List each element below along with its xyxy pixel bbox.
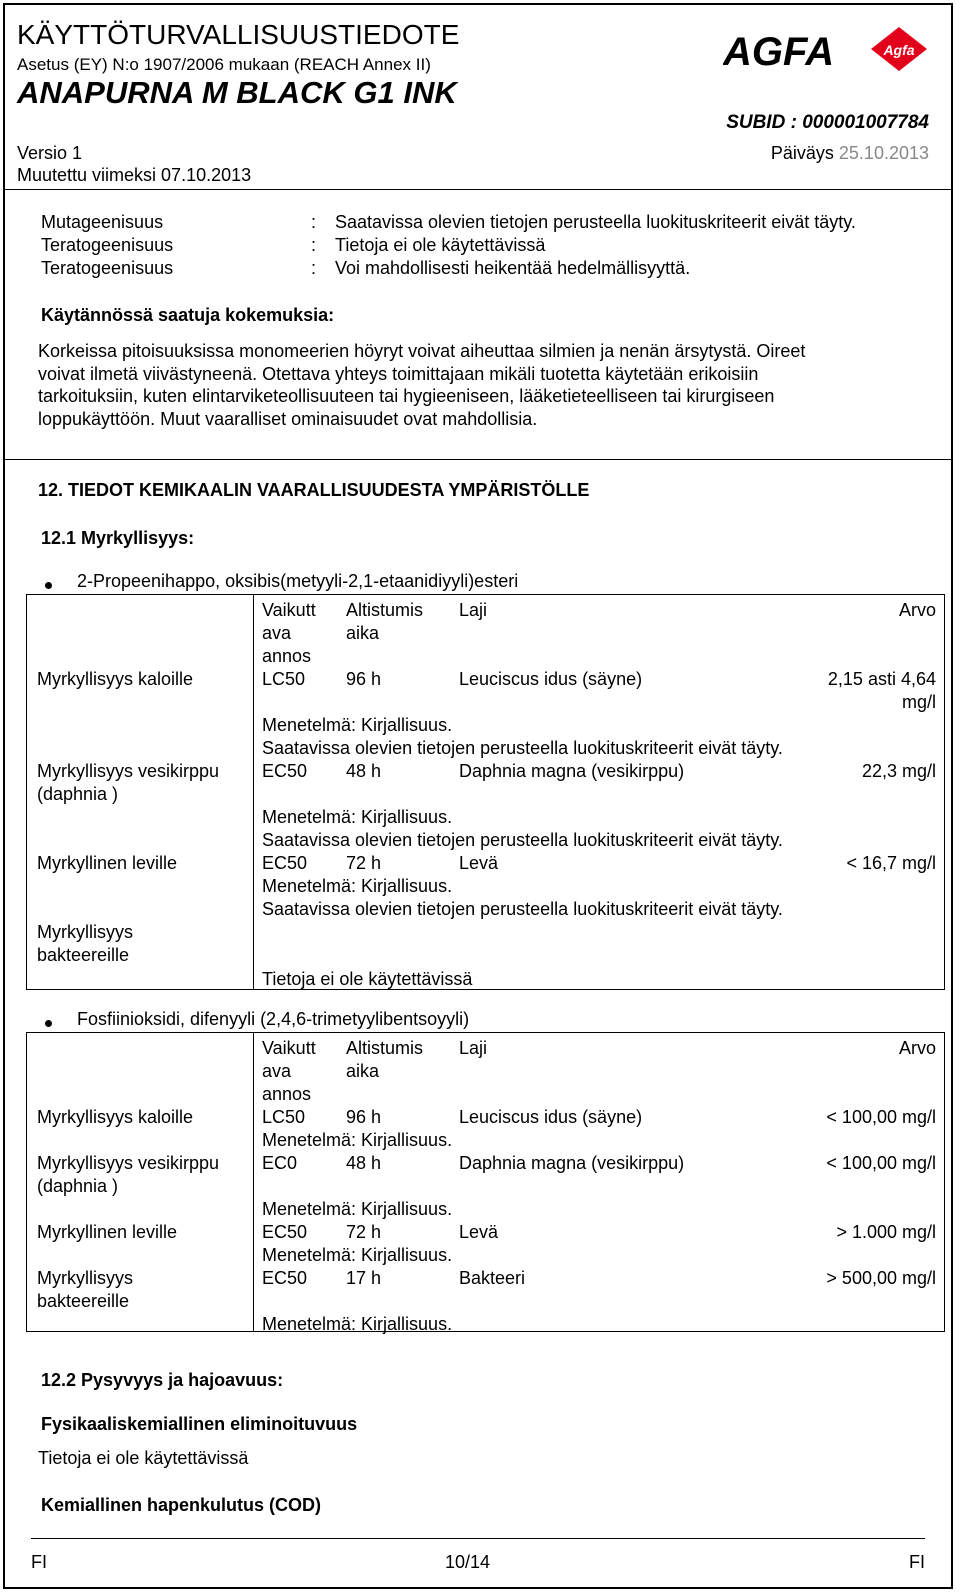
species-cell: Bakteeri bbox=[459, 1268, 526, 1288]
section-divider bbox=[5, 459, 951, 460]
substance-name: Fosfiinioksidi, difenyyli (2,4,6-trimetyylibentsoyyli) bbox=[77, 1009, 470, 1029]
modified-date: Muutettu viimeksi 07.10.2013 bbox=[17, 165, 252, 185]
header-divider bbox=[5, 189, 951, 190]
time-cell: 72 h bbox=[346, 853, 382, 873]
table-row-label: Myrkyllisyys bakteereille bbox=[37, 1268, 133, 1311]
subsection-12-1-heading: 12.1 Myrkyllisyys: bbox=[41, 528, 195, 548]
col-header-dose: Vaikutt ava annos bbox=[262, 1038, 316, 1104]
value-cell: < 100,00 mg/l bbox=[826, 1153, 936, 1173]
note-cell: Saatavissa olevien tietojen perusteella luokituskriteerit eivät täyty. bbox=[262, 738, 783, 758]
table-column-divider bbox=[253, 1033, 254, 1331]
dose-cell: EC50 bbox=[262, 1222, 308, 1242]
species-cell: Daphnia magna (vesikirppu) bbox=[459, 761, 685, 781]
subid: SUBID : 000001007784 bbox=[726, 112, 929, 133]
subsection-12-2-heading: 12.2 Pysyvyys ja hajoavuus: bbox=[41, 1370, 284, 1390]
experience-heading: Käytännössä saatuja kokemuksia: bbox=[41, 305, 335, 325]
dose-cell: EC50 bbox=[262, 853, 308, 873]
version: Versio 1 bbox=[17, 143, 83, 163]
species-cell: Daphnia magna (vesikirppu) bbox=[459, 1153, 685, 1173]
date-value: 25.10.2013 bbox=[838, 143, 929, 163]
toxicity-table bbox=[26, 1032, 945, 1332]
method-cell: Menetelmä: Kirjallisuus. bbox=[262, 715, 453, 735]
note-cell: Tietoja ei ole käytettävissä bbox=[262, 969, 473, 989]
table-row-label: Myrkyllisyys vesikirppu (daphnia ) bbox=[37, 1153, 220, 1196]
method-cell: Menetelmä: Kirjallisuus. bbox=[262, 807, 453, 827]
table-row-label: Myrkyllinen leville bbox=[37, 1222, 178, 1242]
species-cell: Leuciscus idus (säyne) bbox=[459, 669, 643, 689]
footer-left-lang: FI bbox=[31, 1552, 47, 1572]
time-cell: 72 h bbox=[346, 1222, 382, 1242]
method-cell: Menetelmä: Kirjallisuus. bbox=[262, 1314, 453, 1334]
table-row-label: Myrkyllisyys bakteereille bbox=[37, 922, 133, 965]
note-cell: Saatavissa olevien tietojen perusteella luokituskriteerit eivät täyty. bbox=[262, 830, 783, 850]
table-row-label: Myrkyllisyys kaloille bbox=[37, 669, 194, 689]
cod-heading: Kemiallinen hapenkulutus (COD) bbox=[41, 1495, 322, 1515]
time-cell: 96 h bbox=[346, 1107, 382, 1127]
footer-divider bbox=[31, 1538, 925, 1539]
value-cell: 2,15 asti 4,64 mg/l bbox=[827, 669, 936, 712]
col-header-time: Altistumis aika bbox=[346, 600, 424, 643]
method-cell: Menetelmä: Kirjallisuus. bbox=[262, 1130, 453, 1150]
experience-text: Korkeissa pitoisuuksissa monomeerien höyryt voivat aiheuttaa silmien ja nenän ärsytystä. Oireet voivat ilmetä viivästyneenä. Otettava yhteys toimittajaan mikäli tuotetta käytetään erikoisiin tarkoituksiin, kuten elintarviketeollisuuteen tai hygieeniseen, lääketieteelliseen tai kirurgiseen loppukäyttöön. Muut vaaralliset ominaisuudet ovat mahdollisia. bbox=[38, 341, 806, 429]
bullet-icon bbox=[45, 582, 52, 589]
method-cell: Menetelmä: Kirjallisuus. bbox=[262, 1245, 453, 1265]
col-header-value: Arvo bbox=[898, 600, 936, 620]
dose-cell: EC0 bbox=[262, 1153, 298, 1173]
time-cell: 48 h bbox=[346, 761, 382, 781]
physchem-value: Tietoja ei ole käytettävissä bbox=[38, 1448, 249, 1468]
value-cell: > 500,00 mg/l bbox=[826, 1268, 936, 1288]
logo-wordmark: AGFA bbox=[723, 30, 835, 73]
bullet-icon bbox=[45, 1020, 52, 1027]
table-row-label: Myrkyllinen leville bbox=[37, 853, 178, 873]
date-label: Päiväys bbox=[770, 143, 834, 163]
document-title: KÄYTTÖTURVALLISUUSTIEDOTE bbox=[17, 19, 460, 50]
date bbox=[771, 143, 929, 164]
section-12-heading: 12. TIEDOT KEMIKAALIN VAARALLISUUDESTA YMPÄRISTÖLLE bbox=[38, 480, 590, 500]
species-cell: Levä bbox=[459, 1222, 499, 1242]
value-cell: 22,3 mg/l bbox=[861, 761, 936, 781]
table-column-divider bbox=[253, 595, 254, 989]
dose-cell: LC50 bbox=[262, 1107, 306, 1127]
physchem-heading: Fysikaaliskemiallinen eliminoituvuus bbox=[41, 1414, 358, 1434]
species-cell: Levä bbox=[459, 853, 499, 873]
footer-right-lang: FI bbox=[909, 1552, 925, 1572]
method-cell: Menetelmä: Kirjallisuus. bbox=[262, 876, 453, 896]
dose-cell: LC50 bbox=[262, 669, 306, 689]
regulation-subtitle: Asetus (EY) N:o 1907/2006 mukaan (REACH Annex II) bbox=[17, 55, 431, 74]
value-cell: < 16,7 mg/l bbox=[846, 853, 936, 873]
dose-cell: EC50 bbox=[262, 1268, 308, 1288]
time-cell: 48 h bbox=[346, 1153, 382, 1173]
logo-badge-text: Agfa bbox=[883, 42, 915, 58]
col-header-species: Laji bbox=[459, 600, 488, 620]
dose-cell: EC50 bbox=[262, 761, 308, 781]
species-cell: Leuciscus idus (säyne) bbox=[459, 1107, 643, 1127]
time-cell: 96 h bbox=[346, 669, 382, 689]
col-header-value: Arvo bbox=[898, 1038, 936, 1058]
col-header-time: Altistumis aika bbox=[346, 1038, 424, 1081]
document-page: KÄYTTÖTURVALLISUUSTIEDOTE Asetus (EY) N:o 1907/2006 mukaan (REACH Annex II) ANAPURNA M BLACK G1 INK SUBID : 000001007784 Versio 1 Päiväys 25.10.2013 Muutettu viimeksi 07.10.2013 AGFA Agfa Mutageenisuus : Saatavissa olevien tietojen perusteella luokituskriteerit eivät täyty. Teratogeenisuus : Tietoja ei ole käytettävissä Teratogeenisuus : Voi mahdollisesti heikentää hedelmällisyyttä. Käytännössä saatuja kokemuksia: Korkeissa pitoisuuksissa monomeerien höyryt voivat aiheuttaa silmien ja nenän ärsytystä. Oireet voivat ilmetä viivästyneenä. Otettava yhteys toimittajaan mikäli tuotetta käytetään erikoisiin tarkoituksiin, kuten elintarviketeollisuuteen tai hygieeniseen, lääketieteelliseen tai kirurgiseen loppukäyttöön. Muut vaaralliset ominaisuudet ovat mahdollisia. 12. TIEDOT KEMIKAALIN VAARALLISUUDESTA YMPÄRISTÖLLE 12.1 Myrkyllisyys: 2-Propeenihappo, oksibis(metyyli-2,1-etaanidiyyli)esteri Vaikutt ava annos Altistumis aika Laji Arvo Myrkyllisyys kaloille LC50 96 h Leuciscus idus (säyne) 2,15 asti 4,64 mg/l Menetelmä: Kirjallisuus. Saatavissa olevien tietojen perusteella luokituskriteerit eivät täyty. Myrkyllisyys vesikirppu (daphnia ) EC50 48 h Daphnia magna (vesikirppu) 22,3 mg/l Menetelmä: Kirjallisuus. Saatavissa olevien tietojen perusteella luokituskriteerit eivät täyty. Myrkyllinen leville EC50 72 h Levä < 16,7 mg/l Menetelmä: Kirjallisuus. Saatavissa olevien tietojen perusteella luokituskriteerit eivät täyty. Myrkyllisyys bakteereille Tietoja ei ole käytettävissä Fosfiinioksidi, difenyyli (2,4,6-trimetyylibentsoyyli) Vaikutt ava annos Altistumis aika Laji Arvo Myrkyllisyys kaloille LC50 96 h Leuciscus idus (säyne) < 100,00 mg/l Menetelmä: Kirjallisuus. Myrkyllisyys vesikirppu (daphnia ) EC0 48 h Daphnia magna (vesikirppu) < 100,00 mg/l Menetelmä: Kirjallisuus. Myrkyllinen leville EC50 72 h Levä > 1.000 mg/l Menetelmä: Kirjallisuus. Myrkyllisyys bakteereille EC50 17 h Bakteeri > 500,00 mg/l Menetelmä: Kirjallisuus. 12.2 Pysyvyys ja hajoavuus: Fysikaaliskemiallinen eliminoituvuus Tietoja ei ole käytettävissä Kemiallinen hapenkulutus (COD) FI 10/14 FI bbox=[3, 3, 953, 1589]
time-cell: 17 h bbox=[346, 1268, 382, 1288]
method-cell: Menetelmä: Kirjallisuus. bbox=[262, 1199, 453, 1219]
col-header-species: Laji bbox=[459, 1038, 488, 1058]
note-cell: Saatavissa olevien tietojen perusteella luokituskriteerit eivät täyty. bbox=[262, 899, 783, 919]
col-header-dose: Vaikutt ava annos bbox=[262, 600, 316, 666]
page-number: 10/14 bbox=[445, 1552, 491, 1572]
product-name: ANAPURNA M BLACK G1 INK bbox=[17, 75, 457, 110]
substance-name: 2-Propeenihappo, oksibis(metyyli-2,1-etaanidiyyli)esteri bbox=[77, 571, 519, 591]
table-row-label: Myrkyllisyys kaloille bbox=[37, 1107, 194, 1127]
table-row-label: Myrkyllisyys vesikirppu (daphnia ) bbox=[37, 761, 220, 804]
value-cell: < 100,00 mg/l bbox=[826, 1107, 936, 1127]
toxicity-table bbox=[26, 594, 945, 990]
value-cell: > 1.000 mg/l bbox=[836, 1222, 936, 1242]
agfa-logo bbox=[723, 25, 933, 78]
